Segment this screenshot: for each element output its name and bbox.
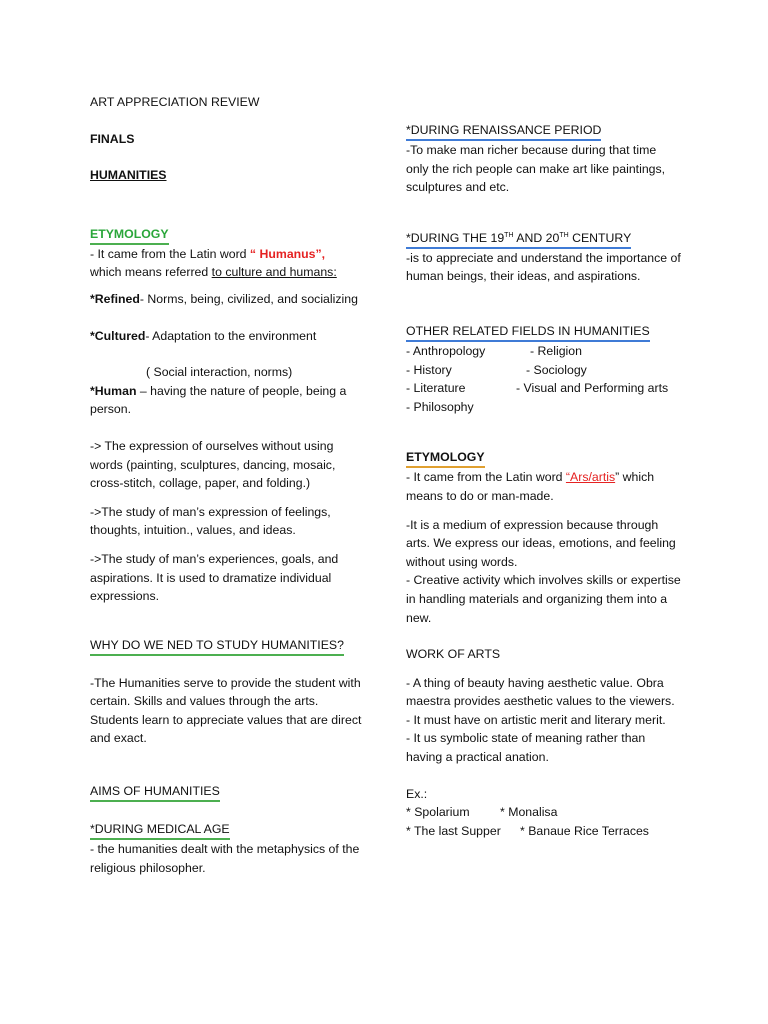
fields-row-4: - Philosophy [406,399,474,414]
work-of-arts-text-3: - It us symbolic state of meaning rather than having a practical anation. [406,731,646,765]
expression-paragraph-3: ->The study of man’s experiences, goals, and aspirations. It is used to dramatize individual expressions. [90,551,339,604]
examples-row-1: * Spolarium * Monalisa [406,805,558,820]
other-fields-heading: OTHER RELATED FIELDS IN HUMANITIES [406,323,650,342]
century-heading: *DURING THE 19TH AND 20TH CENTURY [406,230,631,249]
etymology-line-2: which means referred to culture and humans: [90,265,337,280]
why-study-heading: WHY DO WE NED TO STUDY HUMANITIES? [90,637,344,656]
fields-row-3: - Literature - Visual and Performing arts [406,381,669,396]
medium-of-expression-text: -It is a medium of expression because through arts. We express our ideas, emotions, and feeling without using words. [406,517,676,569]
century-text: -is to appreciate and understand the importance of human beings, their ideas, and aspirations. [406,250,681,284]
humanities-heading: HUMANITIES [90,168,167,183]
medical-age-text: - the humanities dealt with the metaphysics of the religious philosopher. [90,842,360,875]
human-definition: *Human – having the nature of people, being a person. [90,383,347,417]
etymology-heading-right: ETYMOLOGY [406,449,485,468]
examples-row-2: * The last Supper * Banaue Rice Terraces [406,823,649,838]
document-title: ART APPRECIATION REVIEW [90,95,260,109]
fields-row-2: - History - Sociology [406,362,587,377]
fields-row-1: - Anthropology - Religion [406,343,582,358]
aims-heading: AIMS OF HUMANITIES [90,783,220,802]
right-column [406,121,682,840]
work-of-arts-text-1: - A thing of beauty having aesthetic value. Obra maestra provides aesthetic values to the viewers. [406,675,675,709]
examples-label: Ex.: [406,786,428,801]
refined-definition: *Refined- Norms, being, civilized, and socializing [90,291,358,306]
finals-label: FINALS [90,131,135,146]
renaissance-text: -To make man richer because during that time only the rich people can make art like paintings, sculptures and etc. [406,143,666,195]
etymology-line-1: - It came from the Latin word “ Humanus”, [90,246,326,261]
social-interaction-note: ( Social interaction, norms) [146,365,293,380]
renaissance-heading: *DURING RENAISSANCE PERIOD [406,122,601,141]
etymology-ars-text: - It came from the Latin word “Ars/artis” which means to do or man-made. [406,470,655,503]
expression-paragraph-2: ->The study of man’s expression of feelings, thoughts, intuition., values, and ideas. [90,504,331,538]
creative-activity-text: - Creative activity which involves skills or expertise in handling materials and organizing them into a new. [406,573,681,625]
etymology-heading-left: ETYMOLOGY [90,226,169,245]
medical-age-heading: *DURING MEDICAL AGE [90,821,230,840]
why-study-text: -The Humanities serve to provide the student with certain. Skills and values through the arts. Students learn to appreciate values that are direct and exact. [90,675,362,746]
cultured-definition: *Cultured- Adaptation to the environment [90,328,317,343]
left-column [90,93,362,877]
expression-paragraph-1: -> The expression of ourselves without using words (painting, sculptures, dancing, mosaic, cross-stitch, collage, paper, and folding.) [90,438,336,491]
work-of-arts-text-2: - It must have on artistic merit and literary merit. [406,712,666,727]
work-of-arts-heading: WORK OF ARTS [406,647,501,662]
